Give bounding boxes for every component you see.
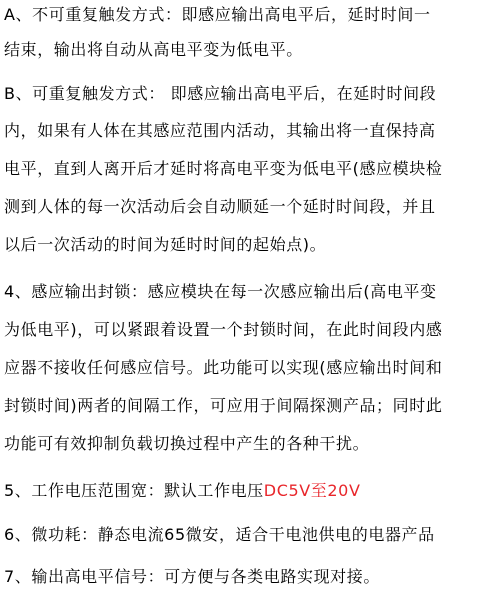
text-line-13 — [4, 481, 361, 501]
text-line-8: 4、感应输出封锁：感应模块在每一次感应输出后(高电平变 — [4, 282, 437, 301]
text-line-11: 封锁时间)两者的间隔工作，可应用于间隔探测产品；同时此 — [4, 396, 443, 415]
text-line-14: 6、微功耗：静态电流65微安，适合干电池供电的电器产品 — [4, 525, 435, 544]
text-line-2: 结束，输出将自动从高电平变为低电平。 — [4, 40, 303, 59]
text-line-10: 应器不接收任何感应信号。此功能可以实现(感应输出时间和 — [4, 358, 443, 377]
text-line-6: 测到人体的每一次活动后会自动顺延一个延时时间段，并且 — [4, 197, 436, 216]
voltage-label: 5、工作电压范围宽：默认工作电压 — [4, 481, 264, 500]
text-line-5: 电平，直到人离开后才延时将高电平变为低电平(感应模块检 — [4, 159, 443, 178]
text-line-15: 7、输出高电平信号：可方便与各类电路实现对接。 — [4, 567, 380, 586]
voltage-range-highlight: DC5V至20V — [263, 481, 361, 500]
text-line-4: 内，如果有人体在其感应范围内活动，其输出将一直保持高 — [4, 121, 436, 140]
text-line-1: A、不可重复触发方式：即感应输出高电平后，延时时间一 — [4, 5, 431, 24]
text-line-12: 功能可有效抑制负载切换过程中产生的各种干扰。 — [4, 434, 370, 453]
text-line-9: 为低电平)，可以紧跟着设置一个封锁时间，在此时间段内感 — [4, 320, 443, 339]
text-line-3: B、可重复触发方式： 即感应输出高电平后，在延时时间段 — [4, 84, 437, 103]
text-line-7: 以后一次活动的时间为延时时间的起始点)。 — [4, 235, 327, 254]
